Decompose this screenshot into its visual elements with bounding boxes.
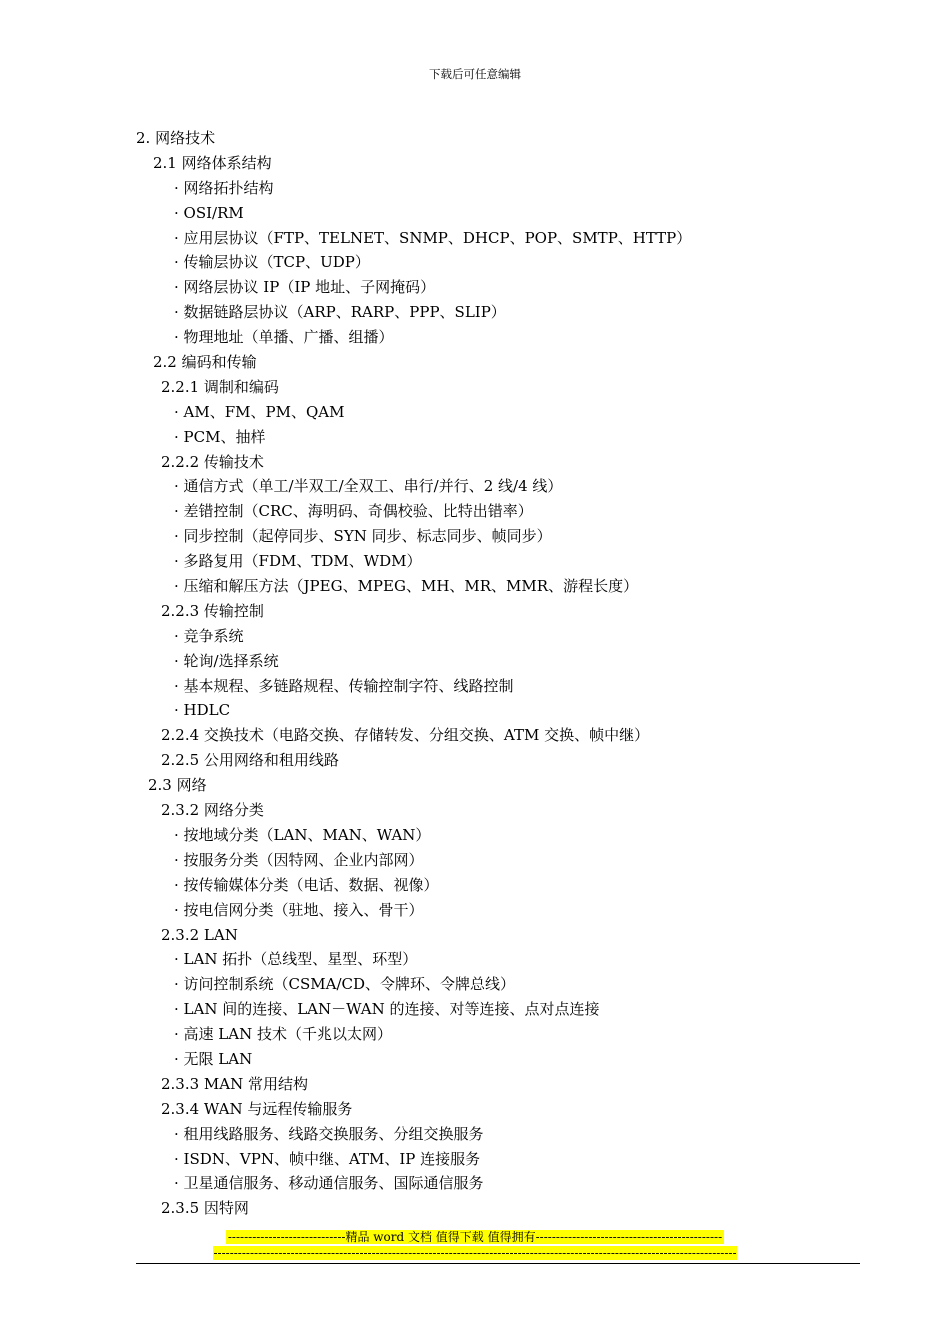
bullet-item: · 网络拓扑结构: [174, 178, 274, 197]
bullet-item: · 按传输媒体分类（电话、数据、视像）: [174, 875, 439, 894]
bullet-item: · 同步控制（起停同步、SYN 同步、标志同步、帧同步）: [174, 527, 552, 546]
bullet-item: · ISDN、VPN、帧中继、ATM、IP 连接服务: [174, 1149, 481, 1168]
bullet-item: · 卫星通信服务、移动通信服务、国际通信服务: [174, 1174, 484, 1193]
bullet-item: · 轮询/选择系统: [174, 651, 279, 670]
subsection-heading: 2.3.2 LAN: [161, 925, 238, 944]
bullet-item: · 物理地址（单播、广播、组播）: [174, 328, 394, 347]
bullet-item: · 租用线路服务、线路交换服务、分组交换服务: [174, 1124, 484, 1143]
subsection-heading: 2.2.3 传输控制: [161, 601, 264, 620]
bullet-item: · 应用层协议（FTP、TELNET、SNMP、DHCP、POP、SMTP、HTTP）: [174, 228, 692, 247]
bullet-item: · 压缩和解压方法（JPEG、MPEG、MH、MR、MMR、游程长度）: [174, 577, 639, 596]
bullet-item: · LAN 间的连接、LAN－WAN 的连接、对等连接、点对点连接: [174, 1000, 600, 1019]
section-heading: 2.3 网络: [148, 776, 207, 795]
subsection-heading: 2.2.5 公用网络和租用线路: [161, 751, 339, 770]
section-heading: 2.1 网络体系结构: [153, 153, 272, 172]
chapter-heading: 2. 网络技术: [136, 129, 216, 147]
subsection-heading: 2.3.2 网络分类: [161, 801, 264, 820]
header-note: 下载后可任意编辑: [429, 67, 521, 81]
bullet-item: · 竞争系统: [174, 626, 244, 645]
bullet-item: · 按地域分类（LAN、MAN、WAN）: [174, 825, 431, 844]
footer-divider: [136, 1263, 860, 1264]
subsection-heading: 2.2.2 传输技术: [161, 452, 264, 471]
bullet-item: · HDLC: [174, 701, 231, 720]
bullet-item: · 传输层协议（TCP、UDP）: [174, 253, 370, 272]
subsection-heading: 2.3.4 WAN 与远程传输服务: [161, 1099, 353, 1118]
footer-banner-line-2: [0, 1246, 950, 1261]
footer-banner-text-2: ---------------------------------------------------------------------------------------------------------------------------------: [213, 1246, 737, 1260]
bullet-item: · 多路复用（FDM、TDM、WDM）: [174, 552, 422, 571]
bullet-item: · 访问控制系统（CSMA/CD、令牌环、令牌总线）: [174, 975, 516, 994]
bullet-item: · LAN 拓扑（总线型、星型、环型）: [174, 950, 418, 969]
document-outline: [0, 126, 950, 1221]
bullet-item: · AM、FM、PM、QAM: [174, 402, 345, 421]
bullet-item: · PCM、抽样: [174, 427, 266, 446]
bullet-item: · 通信方式（单工/半双工/全双工、串行/并行、2 线/4 线）: [174, 477, 563, 496]
subsection-heading: 2.2.4 交换技术（电路交换、存储转发、分组交换、ATM 交换、帧中继）: [161, 726, 650, 745]
subsection-heading: 2.2.1 调制和编码: [161, 377, 279, 396]
bullet-item: · 按服务分类（因特网、企业内部网）: [174, 850, 424, 869]
footer-banner-text-1: -----------------------------精品 word 文档 值得下载 值得拥有----------------------------------------------: [227, 1230, 723, 1244]
bullet-item: · 基本规程、多链路规程、传输控制字符、线路控制: [174, 676, 514, 695]
bullet-item: · 数据链路层协议（ARP、RARP、PPP、SLIP）: [174, 303, 506, 322]
bullet-item: · OSI/RM: [174, 203, 244, 222]
subsection-heading: 2.3.5 因特网: [161, 1199, 249, 1218]
section-heading: 2.2 编码和传输: [153, 353, 257, 372]
bullet-item: · 网络层协议 IP（IP 地址、子网掩码）: [174, 278, 436, 297]
bullet-item: · 差错控制（CRC、海明码、奇偶校验、比特出错率）: [174, 502, 533, 521]
bullet-item: · 无限 LAN: [174, 1049, 253, 1068]
bullet-item: · 按电信网分类（驻地、接入、骨干）: [174, 900, 424, 919]
footer-banner-line-1: [0, 1230, 950, 1245]
subsection-heading: 2.3.3 MAN 常用结构: [161, 1074, 309, 1093]
bullet-item: · 高速 LAN 技术（千兆以太网）: [174, 1025, 392, 1044]
